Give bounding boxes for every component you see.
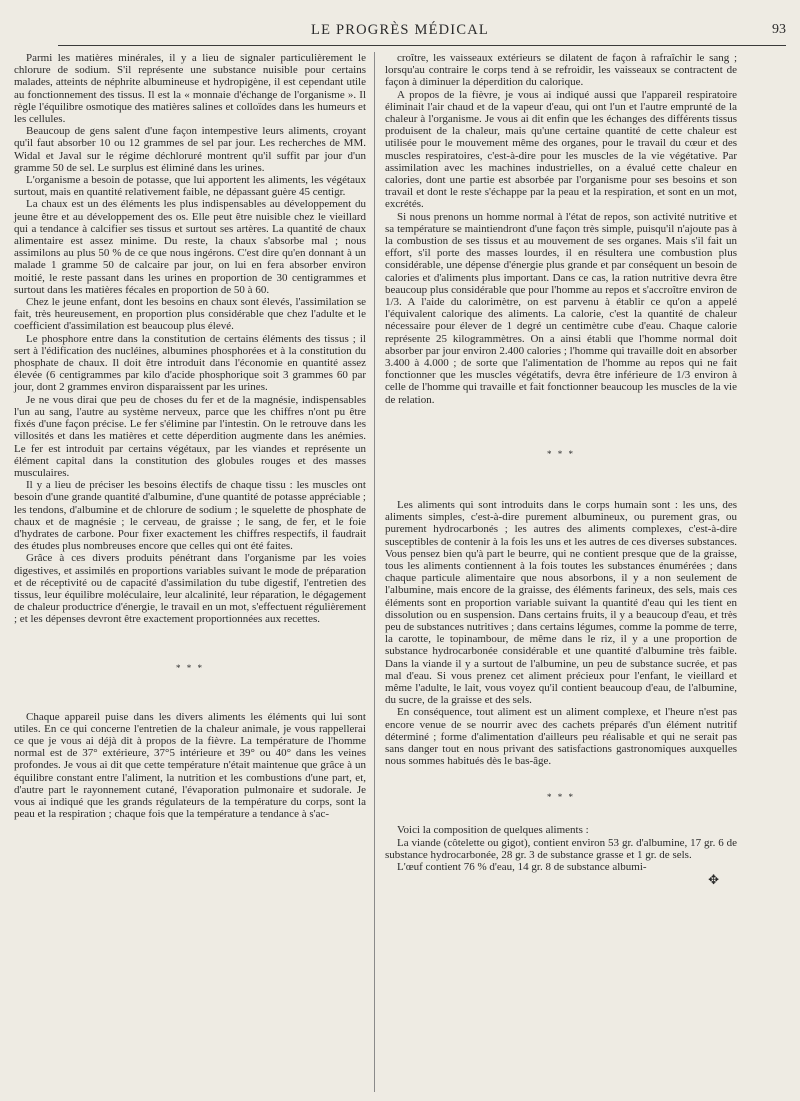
section-asterism: * * * bbox=[547, 792, 575, 803]
paragraph: Chez le jeune enfant, dont les besoins en chaux sont élevés, l'assimilation se fait, très heureusement, en proportion plus considérable que chez l'adulte et le coefficient d'assimilation est beaucoup plus élevé. bbox=[14, 296, 366, 333]
section-asterism: * * * bbox=[547, 448, 575, 459]
page-header bbox=[0, 8, 800, 48]
right-column bbox=[385, 52, 737, 887]
paragraph: Voici la composition de quelques aliments : bbox=[397, 824, 589, 837]
ornament-icon: ✥ bbox=[708, 872, 719, 888]
paragraph: Si nous prenons un homme normal à l'état de repos, son activité nutritive et sa température se maintiendront d'une façon très simple, puisqu'il n'ajoute pas à la combustion de ses tissus et au mouvement de ses organes. Mais s'il fait un effort, s'il porte des masses lourdes, il en résultera une combustion plus considérable, une dépense d'énergie plus grande et par conséquent un besoin de calories et d'aliments plus important. Dans ce cas, la ration nutritive devra être beaucoup plus considérable que pour l'homme au repos et s'accroître environ de 1/3. A l'aide du calorimètre, on est parvenu à établir ce qu'on a appelé l'équivalent calorique des aliments. La calorie, c'est la quantité de chaleur nécessaire pour élever de 1 degré un centimètre cube d'eau. Chaque calorie représente 25 kilogrammètres. On a ainsi établi que l'homme normal doit absorber par jour environ 2.400 calories ; l'homme qui travaille doit en absorber 3.400 à 4.000 ; de sorte que l'alimentation de l'homme au repos qui ne fait fonctionner que les muscles végétatifs, devra être inférieure de 1/3 environ à celle de l'homme qui travaille et fait fonctionner beaucoup les muscles de la vie de relation. bbox=[385, 210, 737, 406]
paragraph: Les aliments qui sont introduits dans le corps humain sont : les uns, des aliments simples, c'est-à-dire purement albumineux, ou purement gras, ou purement hydrocarbonés ; les autres des aliments complexes, c'est-à-dire susceptibles de contenir à la fois les uns et les autres de ces diverses substances. Vous pensez bien qu'à part le beurre, qui ne contient presque que de la graisse, tous les aliments contiennent à la fois toutes les substances énumérées ; dans chaque particule alimentaire que nous absorbons, il y a non seulement de l'albumine, mais encore de la graisse, des éléments farineux, des sels, mais ces éléments sont en proportion variable suivant la quantité d'eau qui les tient en dissolution ou en suspension. Dans certains fruits, il y a beaucoup d'eau, et très peu de substances nutritives ; dans certains légumes, comme la pomme de terre, la carotte, le topinambour, de même dans le riz, il y a une proportion de substance hydrocarbonée considérable et une quantité d'albumine très faible. Dans la viande il y a surtout de l'albumine, un peu de substance sucrée, et pas mal d'eau. Si vous prenez cet aliment précieux pour l'enfant, le vieillard et même l'adulte, le lait, vous voyez qu'il contient beaucoup d'eau, de l'albumine, du sucre, de la graisse et des sels. bbox=[385, 498, 737, 707]
section-asterism: * * * bbox=[176, 662, 204, 673]
page-number: 93 bbox=[772, 22, 786, 37]
column-divider bbox=[374, 52, 375, 1092]
paragraph: La chaux est un des éléments les plus indispensables au développement du jeune être et au développement des os. Elle peut être nuisible chez le vieillard qui a tendance à calcifier ses tissus et surtout ses artères. La quantité de chaux alimentaire est assez minime. Du reste, la chaux s'absorbe mal ; nous assimilons au plus 50 % de ce que nous ingérons. C'est dire qu'en donnant à un malade 1 gramme 50 de calcaire par jour, on lui en fera absorber environ moitié, le reste passant dans les urines en proportion de 30 centigrammes et surtout dans les matières fécales en proportion de 50 à 60. bbox=[14, 198, 366, 296]
header-rule bbox=[58, 45, 786, 46]
left-column bbox=[14, 52, 366, 820]
paragraph: Chaque appareil puise dans les divers aliments les éléments qui lui sont utiles. En ce qui concerne l'entretien de la chaleur animale, je vous rappellerai ce que je vous ai déjà dit à propos de la fièvre. La température de l'homme normal est de 37° extérieure, 37°5 intérieure et 39° ou 40° dans les veines profondes. Je vous ai dit que cette température n'était maintenue que grâce à un équilibre constant entre l'aliment, la nutrition et les combustions d'une part, et, d'autre part le rayonnement cutané, l'évaporation pulmonaire et sudorale. Je vous ai indiqué que les grands régulateurs de la température du corps, sont la peau et la respiration ; chaque fois que la température a tendance à s'ac- bbox=[14, 710, 366, 821]
running-title: LE PROGRÈS MÉDICAL bbox=[311, 22, 489, 38]
paragraph: La viande (côtelette ou gigot), contient environ 53 gr. d'albumine, 17 gr. 6 de substance hydrocarbonée, 28 gr. 3 de substance grasse et 1 gr. de sels. bbox=[385, 836, 737, 861]
paragraph: Il y a lieu de préciser les besoins électifs de chaque tissu : les muscles ont besoin d'une grande quantité d'albumine, d'une quantité de potasse appréciable ; les tendons, d'albumine et de chlorure de sodium ; le squelette de phosphate de chaux et de magnésie ; le cerveau, de graisse ; le sang, de fer, et le foie d'hydrates de carbone. Pour fixer exactement les chiffres respectifs, il faudrait des études plus nombreuses encore que celles qui ont été faites. bbox=[14, 479, 366, 553]
paragraph: En conséquence, tout aliment est un aliment complexe, et l'heure n'est pas encore venue de se nourrir avec des cachets préparés d'un élément nutritif déterminé ; forme d'alimentation d'ailleurs peu réalisable et qui ne serait pas sans danger tout en nous privant des satisfactions gastronomiques auxquelles nous sommes habitués dès le bas-âge. bbox=[385, 706, 737, 768]
paragraph: Grâce à ces divers produits pénétrant dans l'organisme par les voies digestives, et assimilés en proportions variables suivant le mode de préparation et de réceptivité ou de capacité d'assimilation du tube digestif, l'entretien des tissus, leur équilibre moléculaire, leur alcalinité, leur réparation, le dégagement de chaleur productrice d'énergie, le travail en un mot, s'effectuent régulièrement ; et les dépenses devront être exactement proportionnées aux recettes. bbox=[14, 552, 366, 626]
paragraph: L'organisme a besoin de potasse, que lui apportent les aliments, les végétaux surtout, mais en quantité relativement faible, ne dépassant guère 45 centigr. bbox=[14, 174, 366, 199]
paragraph: Beaucoup de gens salent d'une façon intempestive leurs aliments, croyant qu'il faut absorber 10 ou 12 grammes de sel par jour. Les recherches de MM. Widal et Javal sur le régime déchloruré montrent qu'il suffit par jour d'un gramme 50 de sel. Le surplus est éliminé dans les urines. bbox=[14, 125, 366, 174]
paragraph: Le phosphore entre dans la constitution de certains éléments des tissus ; il sert à l'édification des nucléines, albumines phosphorées et à la constitution du phosphate de chaux. Il doit être introduit dans l'économie en quantité assez élevée (6 centigrammes par kilo d'acide phosphorique soit 3 grammes 60 par jour, dont 2 grammes environ disparaissent par les urines. bbox=[14, 332, 366, 394]
paragraph: croître, les vaisseaux extérieurs se dilatent de façon à rafraîchir le sang ; lorsqu'au contraire le corps tend à se refroidir, les vaisseaux se contractent de façon à diminuer la déperdition du calorique. bbox=[385, 52, 737, 89]
paragraph: L'œuf contient 76 % d'eau, 14 gr. 8 de substance albumi- bbox=[397, 860, 647, 873]
paragraph: Parmi les matières minérales, il y a lieu de signaler particulièrement le chlorure de sodium. S'il représente une substance nuisible pour certains malades, atteints de néphrite albumineuse et hydropigène, il est cependant utile au fonctionnement des tissus. Il est la « monnaie d'échange de l'organisme ». Il règle l'équilibre osmotique des matières salines et colloïdes dans les humeurs et les cellules. bbox=[14, 52, 366, 126]
paragraph: A propos de la fièvre, je vous ai indiqué aussi que l'appareil respiratoire éliminait l'air chaud et de la vapeur d'eau, qui ont l'un et l'autre emprunté de la chaleur à l'organisme. Je vous ai dit enfin que les échanges des différents tissus produisent de la chaleur, mais qu'une certaine quantité de cette chaleur est utilisée pour le mouvement même des organes, pour le travail du cœur et des muscles respiratoires, c'est-à-dire pour les muscles de la vie végétative. Par assimilation avec les machines industrielles, on a évalué cette chaleur en calories, dont une partie est absorbée par l'organisme pour ses besoins et son travail et dont le reste s'échappe par la peau et la respiration, et sont en un mot, excrétés. bbox=[385, 88, 737, 211]
paragraph: Je ne vous dirai que peu de choses du fer et de la magnésie, indispensables l'un au sang, l'autre au système nerveux, parce que les chiffres n'ont pu être fixés d'une façon précise. Le fer s'élimine par l'intestin. On le retrouve dans les villosités et dans les matières et cette déperdition augmente dans les anémies. Le fer est introduit par certains végétaux, par les viandes et représente un élément capital dans la constitution des globules rouges et des masses musculaires. bbox=[14, 393, 366, 479]
